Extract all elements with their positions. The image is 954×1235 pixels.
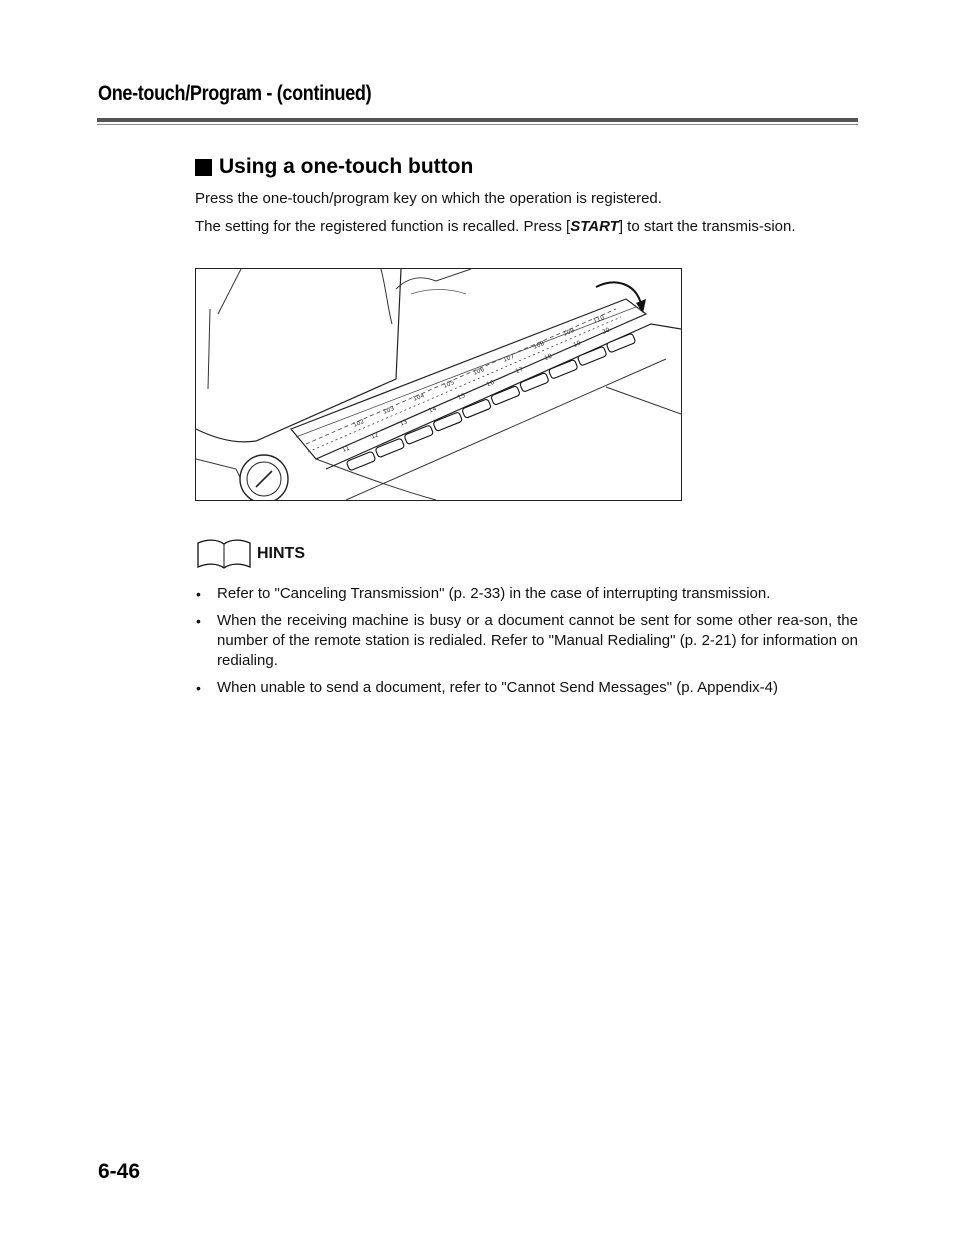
key-label-bottom: 16 <box>485 378 496 389</box>
key-label-top: 108 <box>532 340 546 351</box>
section-using-one-touch <box>195 155 858 245</box>
paragraph-2-before: The setting for the registered function is recalled. Press [ <box>195 218 571 235</box>
key-label-bottom: 18 <box>543 352 554 363</box>
hint-item: • When the receiving machine is busy or a document cannot be sent for some other rea-son, the number of the remote station is redialed. Refer to "Manual Redialing" (p. 2-21) for information on redialing. <box>195 611 858 671</box>
key-label-top: 106 <box>472 366 486 377</box>
paragraph-2 <box>195 217 858 237</box>
paragraph-1: Press the one-touch/program key on which the operation is registered. <box>195 190 662 207</box>
section-heading-text: Using a one-touch button <box>219 155 474 178</box>
page-number: 6-46 <box>98 1160 141 1183</box>
key-label-top: 104 <box>412 392 426 403</box>
hint-item: • When unable to send a document, refer to "Cannot Send Messages" (p. Appendix-4) <box>195 678 858 698</box>
one-touch-panel-illustration <box>195 268 682 501</box>
key-label-bottom: 19 <box>572 339 582 349</box>
section-heading <box>195 155 858 179</box>
hint-list <box>195 584 858 698</box>
one-touch-key <box>577 346 607 366</box>
key-label-bottom: 15 <box>456 392 467 402</box>
hints-section <box>195 538 858 705</box>
square-bullet-icon <box>195 159 212 176</box>
key-label-top: 109 <box>562 327 576 338</box>
key-label-top: 102 <box>352 418 366 429</box>
one-touch-key <box>606 333 636 353</box>
key-label-bottom: 17 <box>514 365 525 376</box>
key-label-top: 105 <box>442 379 456 390</box>
hint-item: • Refer to "Canceling Transmission" (p. 2-33) in the case of interrupting transmission. <box>195 584 858 604</box>
hints-label: HINTS <box>257 545 305 562</box>
panel-drawing <box>196 269 681 500</box>
header-rule-thin <box>97 124 858 125</box>
key-label-bottom: 12 <box>370 431 380 441</box>
key-label-top: 103 <box>382 405 396 416</box>
page-header-title: One-touch/Program - (continued) <box>98 82 372 105</box>
paragraph-2-after: ] to start the transmis-sion. <box>618 218 796 235</box>
key-label-bottom: 11 <box>341 444 351 454</box>
header-rule <box>97 118 858 122</box>
book-icon <box>195 538 253 570</box>
key-label-bottom: 13 <box>398 418 409 428</box>
one-touch-key <box>548 359 578 379</box>
one-touch-key <box>346 451 376 471</box>
key-label-bottom: 14 <box>427 405 438 415</box>
hints-header <box>195 538 858 570</box>
key-label-top: 107 <box>502 353 516 364</box>
key-label-bottom: 20 <box>601 326 611 336</box>
start-key-label: START <box>570 218 619 235</box>
key-label-top: 110 <box>592 314 606 325</box>
